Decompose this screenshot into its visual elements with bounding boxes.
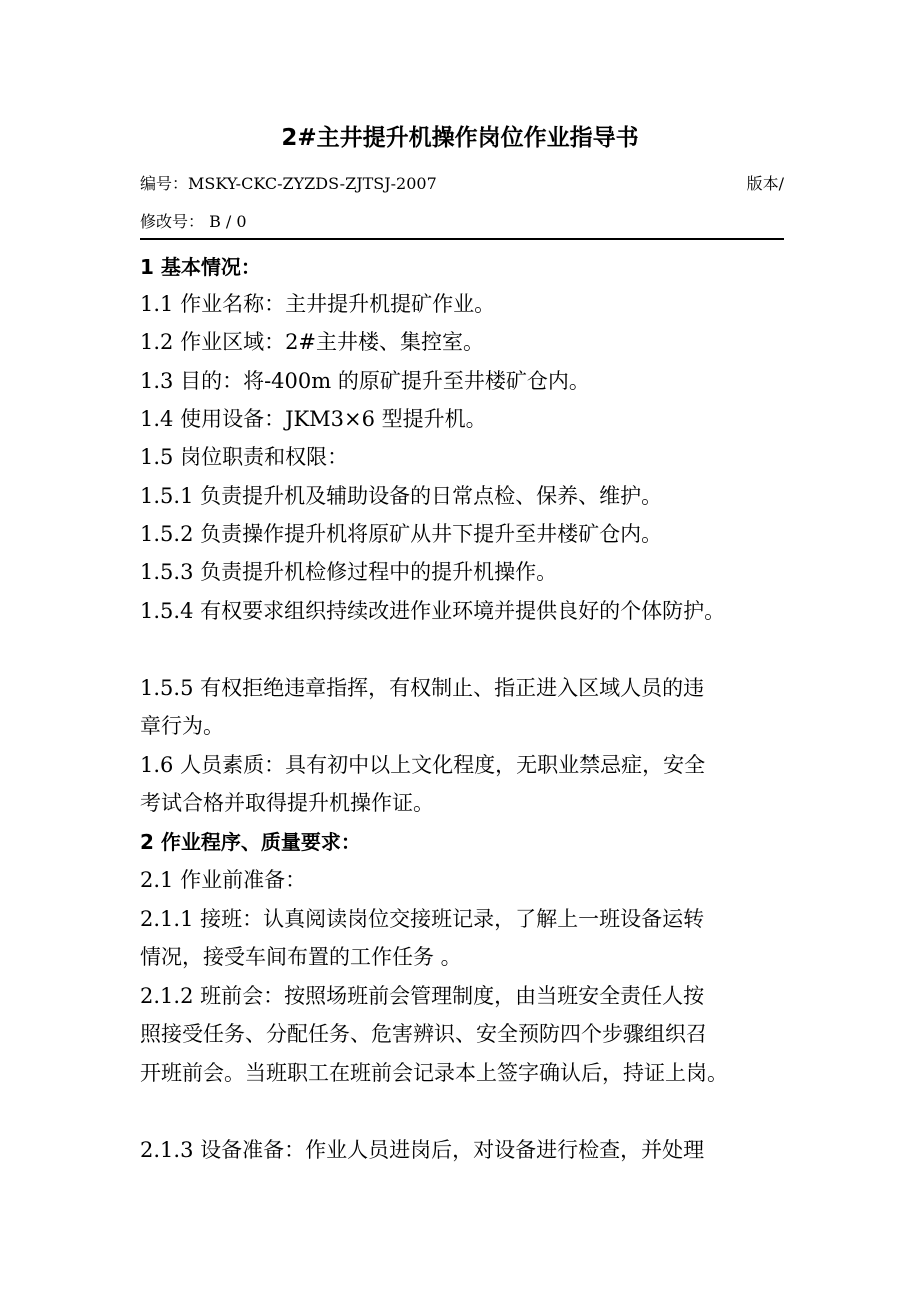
header-divider [140,238,784,240]
document-number-row [140,172,784,196]
paragraph-line: 1.3 目的：将-400m 的原矿提升至井楼矿仓内。 [140,369,590,393]
paragraph-line: 情况，接受车间布置的工作任务 。 [140,945,462,969]
document-version: 版本/ [746,174,784,193]
paragraph-line: 1.5.3 负责提升机检修过程中的提升机操作。 [140,560,558,584]
paragraph-line: 1.5 岗位职责和权限： [140,445,349,469]
paragraph-line: 2.1.1 接班：认真阅读岗位交接班记录，了解上一班设备运转 [140,907,705,931]
paragraph-line: 开班前会。当班职工在班前会记录本上签字确认后，持证上岗。 [140,1061,728,1085]
paragraph-line: 2.1.2 班前会：按照场班前会管理制度，由当班安全责任人按 [140,984,705,1008]
revision-row [140,210,784,234]
revision-number: 修改号： B / 0 [140,212,247,231]
paragraph-line: 2.1 作业前准备： [140,868,307,892]
paragraph-line: 1.5.1 负责提升机及辅助设备的日常点检、保养、维护。 [140,484,663,508]
paragraph-line: 1.5.4 有权要求组织持续改进作业环境并提供良好的个体防护。 [140,599,726,623]
paragraph-line: 1.2 作业区域：2#主井楼、集控室。 [140,330,485,354]
paragraph-line: 章行为。 [140,714,224,738]
document-title: 2#主井提升机操作岗位作业指导书 [281,125,639,151]
document-number: 编号：MSKY-CKC-ZYZDS-ZJTSJ-2007 [140,174,437,193]
paragraph-line: 1.5.5 有权拒绝违章指挥，有权制止、指正进入区域人员的违 [140,676,705,700]
paragraph-line: 考试合格并取得提升机操作证。 [140,791,434,815]
paragraph-line: 照接受任务、分配任务、危害辨识、安全预防四个步骤组织召 [140,1022,707,1046]
section-heading-basic: 1 基本情况： [140,255,261,279]
paragraph-line: 1.4 使用设备：JKM3×6 型提升机。 [140,407,487,431]
section-heading-procedure: 2 作业程序、质量要求： [140,830,361,854]
paragraph-line: 2.1.3 设备准备：作业人员进岗后，对设备进行检查，并处理 [140,1138,705,1162]
paragraph-line: 1.1 作业名称：主井提升机提矿作业。 [140,292,496,316]
paragraph-line: 1.5.2 负责操作提升机将原矿从井下提升至井楼矿仓内。 [140,522,663,546]
paragraph-line: 1.6 人员素质：具有初中以上文化程度，无职业禁忌症，安全 [140,753,706,777]
